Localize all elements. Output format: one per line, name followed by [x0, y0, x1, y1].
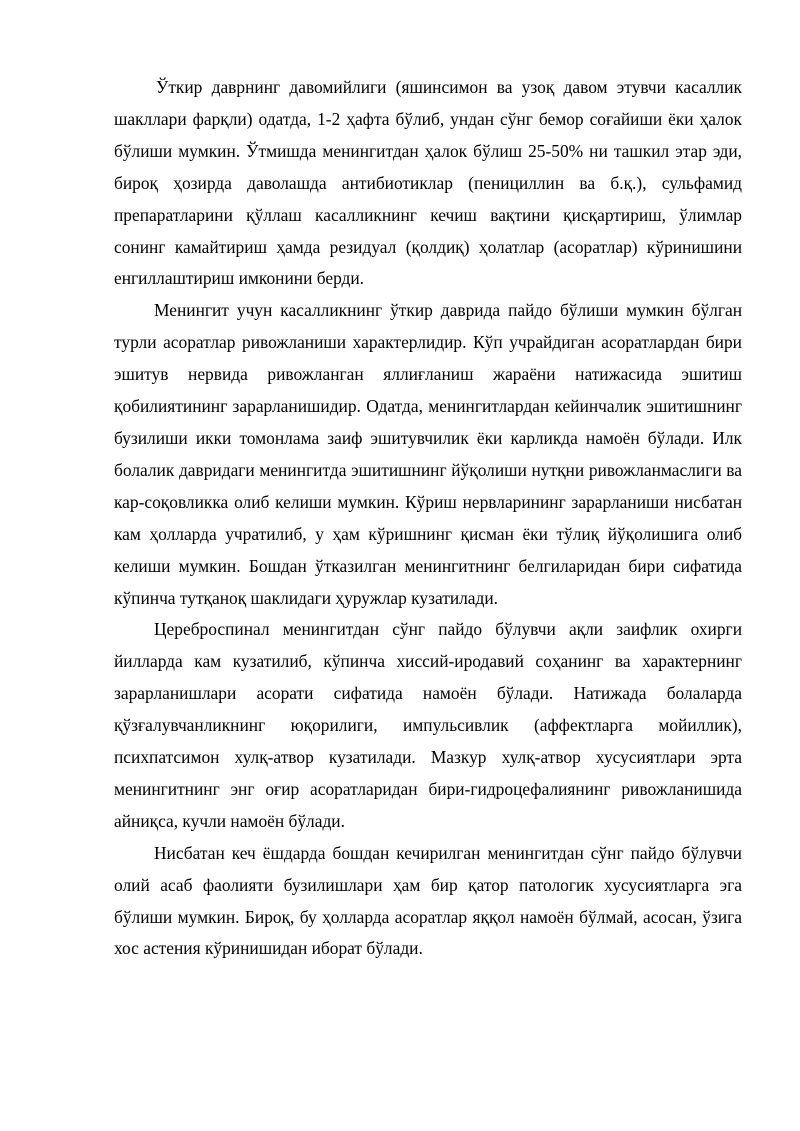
document-body: [114, 72, 742, 965]
paragraph: Менингит учун касалликнинг ўткир даврида пайдо бўлиши мумкин бўлган турли асоратлар ривожланиши характерлидир. Кўп учрайдиган асоратлардан бири эшитув нервида ривожланган яллиғланиш жараёни натижасида эшитиш қобилиятининг зарарланишидир. Одатда, менингитлардан кейинчалик эшитишнинг бузилиши икки томонлама заиф эшитувчилик ёки карликда намоён бўлади. Илк болалик давридаги менингитда эшитишнинг йўқолиши нутқни ривожланмаслиги ва кар-соқовликка олиб келиши мумкин. Кўриш нервларининг зарарланиши нисбатан кам ҳолларда учратилиб, у ҳам кўришнинг қисман ёки тўлиқ йўқолишига олиб келиши мумкин. Бошдан ўтказилган менингитнинг белгиларидан бири сифатида кўпинча тутқаноқ шаклидаги ҳуружлар кузатилади.: [114, 300, 742, 608]
paragraph: Ўткир даврнинг давомийлиги (яшинсимон ва узоқ давом этувчи касаллик шакллари фарқли) одатда, 1-2 ҳафта бўлиб, ундан сўнг бемор соғайиши ёки ҳалок бўлиши мумкин. Ўтмишда менингитдан ҳалок бўлиш 25-50% ни ташкил этар эди, бироқ ҳозирда даволашда антибиотиклар (пенициллин ва б.қ.), сульфамид препаратларини қўллаш касалликнинг кечиш вақтини қисқартириш, ўлимлар сонинг камайтириш ҳамда резидуал (қолдиқ) ҳолатлар (асоратлар) кўринишини енгиллаштириш имконини берди.: [114, 77, 742, 289]
paragraph: Цереброспинал менингитдан сўнг пайдо бўлувчи ақли заифлик охирги йилларда кам кузатилиб, кўпинча хиссий-иродавий соҳанинг ва характернинг зарарланишлари асорати сифатида намоён бўлади. Натижада болаларда қўзғалувчанликнинг юқорилиги, импульсивлик (аффектларга мойиллик), психпатсимон хулқ-атвор кузатилади. Мазкур хулқ-атвор хусусиятлари эрта менингитнинг энг оғир асоратларидан бири-гидроцефалиянинг ривожланишида айниқса, кучли намоён бўлади.: [114, 619, 742, 831]
paragraph: Нисбатан кеч ёшдарда бошдан кечирилган менингитдан сўнг пайдо бўлувчи олий асаб фаолияти бузилишлари ҳам бир қатор патологик хусусиятларга эга бўлиши мумкин. Бироқ, бу ҳолларда асоратлар яққол намоён бўлмай, асосан, ўзига хос астения кўринишидан иборат бўлади.: [114, 842, 742, 959]
